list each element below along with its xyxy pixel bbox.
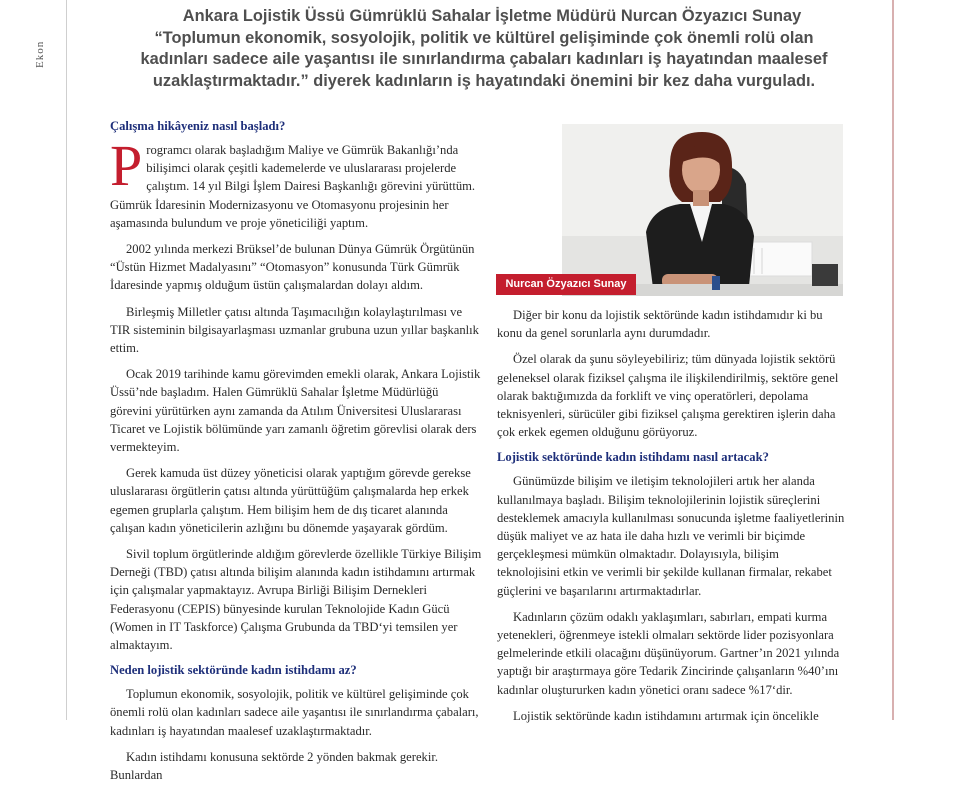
drop-cap: P xyxy=(110,133,143,198)
paragraph-7: Toplumun ekonomik, sosyolojik, politik ve kültürel gelişiminde çok önemli rolü olan kadınları sadece aile yaşantısı ile sınırlandırma çabaları, kadınları iş hayatından maalesef uzaklaştırmaktadır. xyxy=(110,687,479,738)
portrait-photo xyxy=(562,124,843,296)
question-heading-1: Çalışma hikâyeniz nasıl başladı? xyxy=(110,119,286,133)
question-heading-2: Neden lojistik sektöründe kadın istihdamı az? xyxy=(110,663,357,678)
portrait-illustration xyxy=(562,124,843,296)
right-paragraph-5: Lojistik sektöründe kadın istihdamını artırmak için öncelikle xyxy=(513,708,819,723)
paragraph-8: Kadın istihdamı konusuna sektörde 2 yönden bakmak gerekir. Bunlardan xyxy=(110,749,438,783)
paragraph-1 xyxy=(110,133,482,232)
right-column xyxy=(497,306,845,733)
paragraph-3: Birleşmiş Milletler çatısı altında Taşımacılığın kolaylaştırılması ve TIR sisteminin bilgisayarlaşması uzmanlar grubuna uzun yıllar başkanlık ettim. xyxy=(110,304,479,356)
left-column xyxy=(110,118,482,792)
intro-lead-paragraph: Ankara Lojistik Üssü Gümrüklü Sahalar İşletme Müdürü Nurcan Özyazıcı Sunay “Toplumun ekonomik, sosyolojik, politik ve kültürel gelişiminde çok önemli rolü olan kadınları sadece aile yaşantısı ile sınırlandırma çabaları kadınları iş hayatından maalesef uzaklaştırmaktadır.” diyerek kadınların iş hayatındaki önemini bir kez daha vurguladı. xyxy=(140,7,828,90)
paragraph-6: Sivil toplum örgütlerinde aldığım görevlerde özellikle Türkiye Bilişim Derneği (TBD) çatısı altında bilişim alanında kadın istihdamını artırmak için çalışmalar yapmaktayız. Avrupa Birliği Bilişim Dernekleri Federasyonu (CEPIS) bünyesinde kurulan Teknolojide Kadın Gücü (Women in IT Taskforce) Çalışma Grubunda da TBD‘yi temsilen yer almaktayım. xyxy=(110,547,482,653)
left-margin-rule xyxy=(66,0,67,720)
paragraph-5: Gerek kamuda üst düzey yöneticisi olarak yaptığım görevde gerekse uluslararası örgütlerin çatısı altında yürüttüğüm çalışmalarda hep erkek egemen gruplarla çalıştım. Hem bilişim hem de dış ticaret alanında çalışan kadın yöneticilerin azlığını bu dönemde yaşayarak gördüm. xyxy=(110,466,471,535)
paragraph-2: 2002 yılında merkezi Brüksel’de bulunan Dünya Gümrük Örgütünün “Üstün Hizmet Madalyasını” “Otomasyon” konusunda Türk Gümrük İdaresinde yapmış olduğum üstün çalışmalardan dolayı aldım. xyxy=(110,242,475,293)
paragraph-1-text: rogramcı olarak başladığım Maliye ve Gümrük Bakanlığı’nda bilişimci olarak çeşitli kademelerde ve uluslararası projelerde çalıştım. 14 yıl Bilgi İşlem Dairesi Başkanlığı görevini yürüttüm. Gümrük İdaresinin Modernizasyonu ve Otomasyonu projesinin her aşamasında bulundum ve proje yöneticiliği yaptım. xyxy=(110,143,476,230)
right-paragraph-1: Diğer bir konu da lojistik sektöründe kadın istihdamıdır ki bu konu da genel sorunlarla aynı durumdadır. xyxy=(497,308,823,341)
magazine-side-label: Ekon xyxy=(34,40,46,68)
photo-caption: Nurcan Özyazıcı Sunay xyxy=(496,274,636,295)
right-paragraph-3: Günümüzde bilişim ve iletişim teknolojileri artık her alanda kullanılmaya başladı. Bilişim teknolojilerinin lojistik süreçlerini desteklemek amacıyla kullanılması sonucunda işletme faaliyetlerinin düşük maliyet ve az hata ile daha hızlı ve verimli bir biçimde gerçekleşmesi mümkün olmaktadır. Dolayısıyla, bilişim teknolojisini etkin ve verimli bir şekilde kullanan firmalar, rekabet güçlerini ve başarılarını artırmaktadırlar. xyxy=(497,474,845,598)
right-paragraph-4: Kadınların çözüm odaklı yaklaşımları, sabırları, empati kurma yetenekleri, öğrenmeye istekli olmaları sektörde lider pozisyonlara gelmelerinde etkili olacağını düşünüyorum. Gartner’ın 2021 yılında yaptığı bir araştırmaya göre Tedarik Zincirinde çalışanların %40’ını kadınlar oluştururken kadın yönetici oranı sadece %17‘dir. xyxy=(497,609,840,697)
question-heading-3: Lojistik sektöründe kadın istihdamı nasıl artacak? xyxy=(497,450,769,465)
right-margin-rule xyxy=(892,0,894,720)
paragraph-4: Ocak 2019 tarihinde kamu görevimden emekli olarak, Ankara Lojistik Üssü’nde başladım. Halen Gümrüklü Sahalar İşletme Müdürlüğü görevini yürütürken aynı zamanda da Atılım Üniversitesi Uluslararası Ticaret ve Lojistik bölümünde yarı zamanlı öğretim görevlisi olarak ders vermekteyim. xyxy=(110,367,481,455)
right-paragraph-2: Özel olarak da şunu söyleyebiliriz; tüm dünyada lojistik sektörü geleneksel olarak fiziksel çalışma ile ilişkilendirilmiş, sektöre genel olarak baktığımızda da forklift ve vinç operatörleri, depolama teknisyenleri, sürücüler gibi fiziksel çalışma gerektiren işlerin daha çok erkek egemen olduğunu görüyoruz. xyxy=(497,352,839,440)
